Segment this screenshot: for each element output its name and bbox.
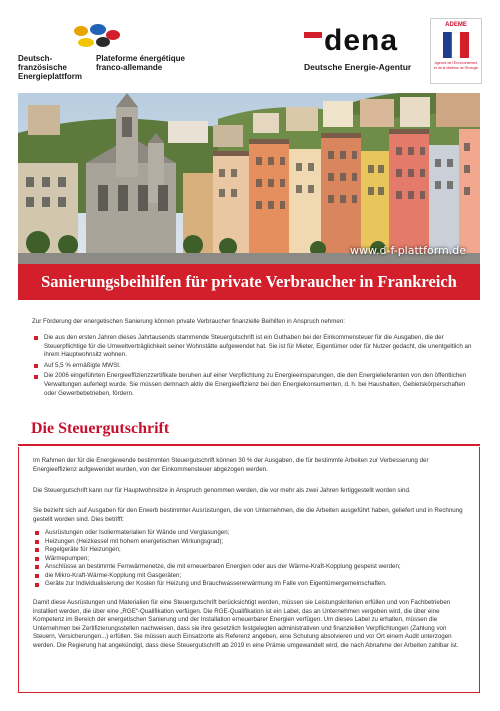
list-item: Die 2006 eingeführten Energieeffizienzzertifikate beruhen auf einer Verpflichtung zu Energieeinsparungen, die den Energielieferanten von den öffentlichen Verwaltungen auferlegt wurde. Sie müssen demnach aktiv die Energieeffizienz bei den Energiekonsumenten, d. h. bei Haushalten, Gebietskörperschaften oder Gewerbebetrieben, fördern. — [32, 372, 472, 398]
ademe-name: ADEME — [445, 22, 467, 28]
page-title: Sanierungsbeihilfen für private Verbraucher in Frankreich — [41, 272, 457, 291]
website-url: www.d-f-plattform.de — [350, 244, 466, 257]
list-item: Anschlüsse an bestimmte Fernwärmenetze, die mit erneuerbaren Energien oder aus der Wärme-Kraft-Kopplung gespeist werden; — [33, 563, 465, 572]
section-heading: Die Steuergutschrift — [31, 420, 170, 437]
dfep-logo — [18, 20, 188, 80]
paragraph-eligibility: Die Steuergutschrift kann nur für Hauptwohnsitze in Anspruch genommen werden, die vor mehr als zwei Jahren fertiggestellt worden sind. — [33, 487, 411, 494]
list-item: Wärmepumpen; — [33, 555, 465, 564]
section-divider — [18, 444, 480, 446]
city-illustration — [18, 93, 480, 264]
list-item: Ausrüstungen oder Isoliermaterialien für Wände und Verglasungen; — [33, 529, 465, 538]
intro-bullet-list — [32, 334, 472, 400]
dena-full-name: Deutsche Energie-Agentur — [304, 62, 412, 72]
list-item: Die aus den ersten Jahren dieses Jahrtausends stammende Steuergutschrift ist ein Guthaben bei der Einkommensteuer für die Ausgaben, die der Steuerpflichtige für die Umweltverträglichkeit seiner Wohnstätte aufgewendet hat. Sie ist für Mieter, Eigentümer oder für Nutzer gedacht, die unentgeltlich an ihrem Hauptwohnsitz wohnen. — [32, 334, 472, 360]
list-item: Auf 5,5 % ermäßigte MWSt. — [32, 362, 472, 371]
intro-lead: Zur Förderung der energetischen Sanierung können private Verbraucher finanzielle Beihilfen in Anspruch nehmen: — [32, 318, 346, 325]
paragraph-scope: Sie bezieht sich auf Ausgaben für den Erwerb bestimmter Ausrüstungen, die von Unternehmen, die die Arbeiten ausgeführt haben, geliefert und in Rechnung gestellt worden sind. Dies betrifft: — [33, 507, 463, 523]
list-item: Heizungen (Heizkessel mit hohem energetischen Wirkungsgrad); — [33, 538, 465, 547]
dena-wordmark: dena — [324, 24, 399, 57]
dena-mark-icon — [304, 32, 322, 56]
equipment-list — [33, 529, 465, 589]
dfep-name-fr: Plateforme énergétique franco-allemande — [96, 54, 185, 72]
list-item: Regelgeräte für Heizungen; — [33, 546, 465, 555]
dfep-dots-icon — [68, 24, 138, 50]
dfep-name-de: Deutsch-französische Energieplattform — [18, 54, 83, 81]
list-item: Geräte zur Individualisierung der Kosten für Heizung und Brauchwassererwärmung im Falle von Eigentümergemeinschaften. — [33, 580, 465, 589]
title-banner — [18, 264, 480, 300]
paragraph-intro: Im Rahmen der für die Energiewende bestimmten Steuergutschrift können 30 % der Ausgaben, die für bestimmte Arbeiten zur Verbesserung der Energieeffizienz aufgewendet wurden, von der Einkommensteuer abgezogen werden. — [33, 457, 429, 473]
ademe-logo — [430, 18, 482, 84]
lyon-cityscape-photo — [18, 93, 480, 264]
dena-logo — [304, 24, 424, 78]
section-box — [18, 447, 480, 693]
page-header — [0, 0, 500, 92]
marianne-icon — [443, 32, 469, 58]
paragraph-rge: Damit diese Ausrüstungen und Materialien für eine Steuergutschrift berücksichtigt werden, müssen sie Leistungskriterien erfüllen und von Fachbetrieben installiert werden, die über eine „RGE“-Qualifikation verfügen. Die RGE-Qualifikation ist ein Label, das an Unternehmen vergeben wird, die über eine Kompetenz im Bereich der energetischen Sanierung und der Installation erneuerbarer Energien verfügen. Um dieses Label zu erhalten, müssen die Unternehmen bei Zertifizierungsstellen nachweisen, dass sie ihre gesetzlich festgelegten administrativen und finanziellen Verpflichtungen (Zahlung von Steuern, Versicherungen...) erfüllen. Sie müssen auch Einsatzorte als Referenz angeben, eine Schulung absolvieren und vor Ort einem Audit unterzogen werden. Die Regierung hat angekündigt, dass diese Steuergutschrift ab 2019 in eine Prämie umgewandelt wird, die nach Abnahme der Arbeiten zahlbar ist. — [33, 599, 459, 649]
list-item: die Mikro-Kraft-Wärme-Kopplung mit Gasgeräten; — [33, 572, 465, 581]
ademe-subtitle: Agence de l'Environnement et de la Maîtrise de l'Energie — [433, 61, 479, 70]
